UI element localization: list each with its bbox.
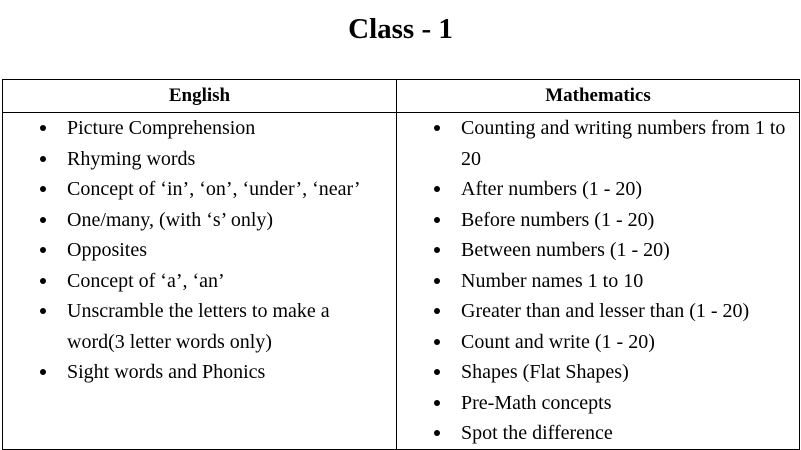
page-title: Class - 1: [348, 13, 453, 45]
table-header-row: [3, 80, 800, 113]
bullet-icon: [434, 369, 440, 375]
mathematics-topic-text: Between numbers (1 - 20): [461, 239, 670, 261]
english-topic-text: Unscramble the letters to make a word(3 letter words only): [67, 300, 330, 353]
mathematics-topic-text: Greater than and lesser than (1 - 20): [461, 300, 750, 322]
mathematics-list-item: [397, 357, 799, 388]
mathematics-topic-text: Count and write (1 - 20): [461, 330, 655, 353]
mathematics-list-item: [397, 418, 799, 449]
mathematics-list-item: [397, 113, 799, 174]
english-column-header: English: [3, 80, 397, 113]
bullet-icon: [40, 247, 46, 253]
bullet-icon: [40, 125, 46, 131]
mathematics-topic-text: Spot the difference: [461, 422, 613, 444]
english-topic-list: [3, 113, 396, 388]
english-topic-text: Rhyming words: [67, 147, 196, 170]
bullet-icon: [434, 308, 440, 314]
english-topic-text: Concept of ‘in’, ‘on’, ‘under’, ‘near’: [67, 178, 361, 200]
bullet-icon: [434, 400, 440, 406]
mathematics-topic-list: [397, 113, 799, 449]
english-topics-cell: [3, 113, 397, 450]
mathematics-topics-cell: [397, 113, 800, 450]
english-topic-text: Picture Comprehension: [67, 117, 256, 139]
english-list-item: [3, 235, 396, 266]
bullet-icon: [40, 186, 46, 192]
english-list-item: [3, 266, 396, 297]
mathematics-topic-text: After numbers (1 - 20): [461, 178, 643, 200]
mathematics-topic-text: Before numbers (1 - 20): [461, 208, 655, 231]
english-list-item: [3, 113, 396, 144]
bullet-icon: [434, 430, 440, 436]
english-topic-text: Concept of ‘a’, ‘an’: [67, 269, 225, 292]
bullet-icon: [40, 369, 46, 375]
bullet-icon: [434, 247, 440, 253]
mathematics-list-item: [397, 296, 799, 327]
english-list-item: [3, 205, 396, 236]
english-topic-text: Sight words and Phonics: [67, 361, 266, 383]
bullet-icon: [434, 186, 440, 192]
mathematics-list-item: [397, 205, 799, 236]
bullet-icon: [40, 278, 46, 284]
mathematics-topic-text: Pre-Math concepts: [461, 391, 612, 414]
english-list-item: [3, 174, 396, 205]
mathematics-list-item: [397, 327, 799, 358]
mathematics-column-header: Mathematics: [397, 80, 800, 113]
mathematics-topic-text: Counting and writing numbers from 1 to 20: [461, 117, 786, 170]
mathematics-list-item: [397, 235, 799, 266]
syllabus-table: [2, 79, 800, 450]
mathematics-list-item: [397, 266, 799, 297]
bullet-icon: [40, 217, 46, 223]
mathematics-topic-text: Number names 1 to 10: [461, 269, 644, 292]
bullet-icon: [434, 125, 440, 131]
mathematics-topic-text: Shapes (Flat Shapes): [461, 361, 629, 383]
mathematics-list-item: [397, 174, 799, 205]
english-list-item: [3, 144, 396, 175]
bullet-icon: [40, 308, 46, 314]
mathematics-list-item: [397, 388, 799, 419]
bullet-icon: [434, 217, 440, 223]
english-list-item: [3, 296, 396, 357]
bullet-icon: [434, 339, 440, 345]
bullet-icon: [434, 278, 440, 284]
bullet-icon: [40, 156, 46, 162]
english-topic-text: One/many, (with ‘s’ only): [67, 208, 274, 231]
english-topic-text: Opposites: [67, 239, 147, 261]
english-list-item: [3, 357, 396, 388]
table-row: [3, 113, 800, 450]
